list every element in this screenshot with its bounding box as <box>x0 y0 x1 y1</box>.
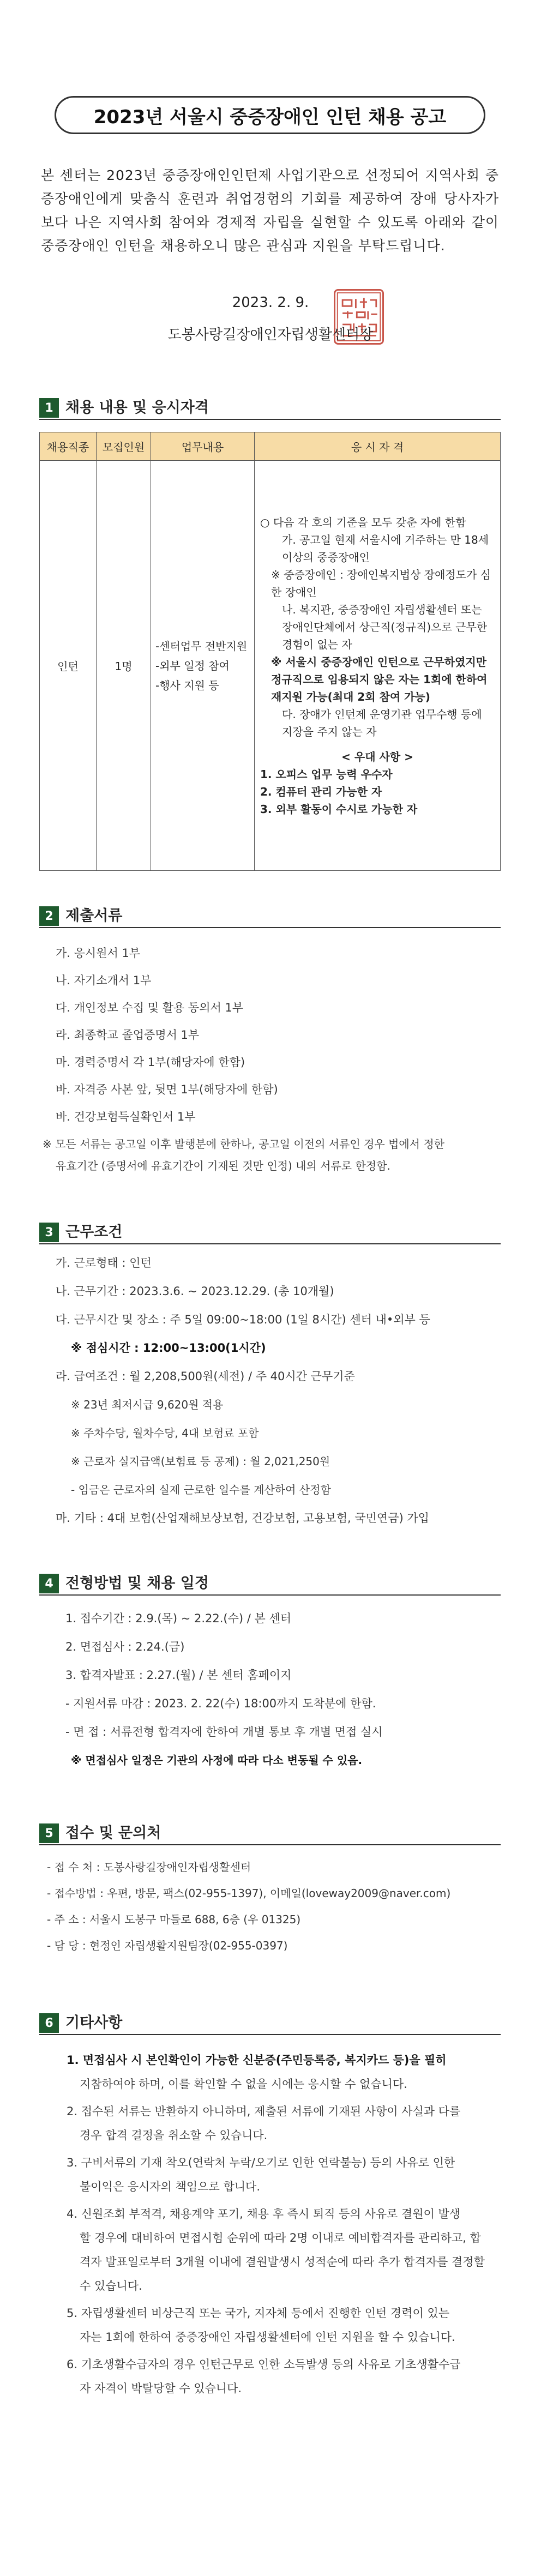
table-header: 업무내용 <box>151 432 255 461</box>
misc-item: 1. 면접심사 시 본인확인이 가능한 신분증(주민등록증, 복지카드 등)을 필히 <box>67 2054 447 2067</box>
work-item: ※ 주차수당, 월차수당, 4대 보험료 포함 <box>71 1427 259 1440</box>
schedule-note: ※ 면접심사 일정은 기관의 사정에 따라 다소 변동될 수 있음. <box>71 1754 363 1767</box>
qual-item: 1. 오피스 업무 능력 우수자 <box>260 767 393 781</box>
section-title: 기타사항 <box>65 2014 123 2031</box>
section-title: 전형방법 및 채용 일정 <box>65 1575 209 1592</box>
work-item: 가. 근로형태 : 인턴 <box>56 1256 152 1269</box>
section-4-header <box>39 1572 501 1593</box>
notice-title: 2023년 서울시 중증장애인 인턴 채용 공고 <box>55 96 485 134</box>
table-header: 모집인원 <box>97 432 151 461</box>
duty-item: -외부 일정 참여 <box>155 659 230 672</box>
section-title: 접수 및 문의처 <box>65 1825 161 1841</box>
misc-item: 6. 기초생활수급자의 경우 인턴근무로 인한 소득발생 등의 사유로 기초생활수급 <box>67 2358 461 2371</box>
section-number: 1 <box>39 398 59 418</box>
qual-item: 2. 컴퓨터 관리 가능한 자 <box>260 785 382 798</box>
recruitment-table <box>39 432 501 871</box>
doc-item: 가. 응시원서 1부 <box>56 947 141 960</box>
contact-item: - 접 수 처 : 도봉사랑길장애인자립생활센터 <box>47 1861 251 1874</box>
work-item: 나. 근무기간 : 2023.3.6. ~ 2023.12.29. (총 10개월) <box>56 1285 334 1298</box>
qual-item: ○ 다음 각 호의 기준을 모두 갖춘 자에 한함 <box>260 515 466 529</box>
misc-item: 격자 발표일로부터 3개월 이내에 결원발생시 성적순에 따라 추가 합격자를 결정할 <box>80 2255 485 2268</box>
duties-cell <box>151 461 255 871</box>
job-type: 인턴 <box>40 461 97 871</box>
qual-item: 가. 공고일 현재 서울시에 거주하는 만 18세 이상의 중증장애인 <box>282 533 489 564</box>
doc-item: 다. 개인정보 수집 및 활용 동의서 1부 <box>56 1001 244 1014</box>
work-item: 마. 기타 : 4대 보험(산업재해보상보험, 건강보험, 고용보험, 국민연금) 가입 <box>56 1512 429 1525</box>
contact-item: - 담 당 : 현정인 자립생활지원팀장(02-955-0397) <box>47 1939 288 1952</box>
section-1-header <box>39 396 501 418</box>
section-number: 2 <box>39 906 59 926</box>
misc-item: 경우 합격 결정을 취소할 수 있습니다. <box>80 2129 268 2142</box>
section-number: 4 <box>39 1574 59 1593</box>
section-title: 근무조건 <box>65 1224 123 1241</box>
doc-item: 나. 자기소개서 1부 <box>56 974 152 987</box>
doc-item: 바. 건강보험득실확인서 1부 <box>56 1110 196 1123</box>
misc-item: 4. 신원조회 부적격, 채용계약 포기, 채용 후 즉시 퇴직 등의 사유로 결원이 발생 <box>67 2207 461 2220</box>
section-title: 채용 내용 및 응시자격 <box>65 399 209 416</box>
contact-item: - 접수방법 : 우편, 방문, 팩스(02-955-1397), 이메일(loveway2009@naver.com) <box>47 1887 451 1900</box>
issuing-organization: 도봉사랑길장애인자립생활센터장 <box>167 327 374 343</box>
docs-note: 유효기간 (증명서에 유효기간이 기재된 것만 인정) 내의 서류로 한정함. <box>56 1159 390 1172</box>
section-title: 제출서류 <box>65 907 123 924</box>
notice-date: 2023. 2. 9. <box>232 294 309 311</box>
section-number: 6 <box>39 2013 59 2033</box>
doc-item: 라. 최종학교 졸업증명서 1부 <box>56 1028 200 1042</box>
work-item: 다. 근무시간 및 장소 : 주 5일 09:00~18:00 (1일 8시간) 센터 내•외부 등 <box>56 1313 430 1326</box>
section-number: 3 <box>39 1223 59 1242</box>
docs-note: ※ 모든 서류는 공고일 이후 발행분에 한하나, 공고일 이전의 서류인 경우 법에서 정한 <box>43 1137 444 1151</box>
doc-item: 바. 자격증 사본 앞, 뒷면 1부(해당자에 한함) <box>56 1083 278 1096</box>
misc-item: 자는 1회에 한하여 중증장애인 자립생활센터에 인턴 지원을 할 수 있습니다. <box>80 2331 455 2344</box>
section-3-header <box>39 1220 501 1242</box>
misc-item: 지참하여야 하며, 이를 확인할 수 없을 시에는 응시할 수 없습니다. <box>80 2078 407 2091</box>
misc-item: 5. 자립생활센터 비상근직 또는 국가, 지자체 등에서 진행한 인턴 경력이 있는 <box>67 2307 450 2320</box>
misc-item: 3. 구비서류의 기재 착오(연락처 누락/오기로 인한 연락불능) 등의 사유로 인한 <box>67 2156 455 2169</box>
intro-paragraph: 본 센터는 2023년 중증장애인인턴제 사업기관으로 선정되어 지역사회 중증장애인에게 맞춤식 훈련과 취업경험의 기회를 제공하여 장애 당사자가 보다 나은 지역사회 참여와 경제적 자립을 실현할 수 있도록 아래와 같이 중증장애인 인턴을 채용하오니 많은 관심과 지원을 부탁드립니다. <box>41 167 499 254</box>
section-2-header <box>39 904 501 926</box>
schedule-item: 2. 면접심사 : 2.24.(금) <box>65 1640 185 1653</box>
section-6-header <box>39 2011 501 2033</box>
preference-heading: < 우대 사항 > <box>341 750 413 763</box>
misc-item: 수 있습니다. <box>80 2279 142 2292</box>
work-item: - 임금은 근로자의 실제 근로한 일수를 계산하여 산정함 <box>71 1483 331 1496</box>
qual-item: 3. 외부 활동이 수시로 가능한 자 <box>260 802 418 816</box>
schedule-item: - 면 접 : 서류전형 합격자에 한하여 개별 통보 후 개별 면접 실시 <box>65 1725 383 1738</box>
misc-item: 자 자격이 박탈당할 수 있습니다. <box>80 2382 242 2395</box>
duty-item: -센터업무 전반지원 <box>155 639 248 653</box>
duty-item: -행사 지원 등 <box>155 678 219 692</box>
table-header: 채용직종 <box>40 432 97 461</box>
qual-item: ※ 서울시 중증장애인 인턴으로 근무하였지만 정규직으로 임용되지 않은 자는 1회에 한하여 재지원 가능(최대 2회 참여 가능) <box>271 655 488 703</box>
section-5-header <box>39 1821 501 1843</box>
work-item: 라. 급여조건 : 월 2,208,500원(세전) / 주 40시간 근무기준 <box>56 1370 355 1383</box>
headcount: 1명 <box>97 461 151 871</box>
qual-item: ※ 중증장애인 : 장애인복지법상 장애정도가 심한 장애인 <box>271 568 491 599</box>
work-item: ※ 근로자 실지급액(보험료 등 공제) : 월 2,021,250원 <box>71 1455 330 1468</box>
contact-item: - 주 소 : 서울시 도봉구 마들로 688, 6층 (우 01325) <box>47 1913 301 1926</box>
work-item: ※ 점심시간 : 12:00~13:00(1시간) <box>71 1341 266 1355</box>
misc-item: 할 경우에 대비하여 면접시험 순위에 따라 2명 이내로 예비합격자를 관리하고, 합 <box>80 2231 481 2244</box>
schedule-item: 3. 합격자발표 : 2.27.(월) / 본 센터 홈페이지 <box>65 1669 292 1682</box>
schedule-item: - 지원서류 마감 : 2023. 2. 22(수) 18:00까지 도착분에 한함. <box>65 1697 376 1710</box>
misc-item: 불이익은 응시자의 책임으로 합니다. <box>80 2180 260 2193</box>
schedule-item: 1. 접수기간 : 2.9.(목) ~ 2.22.(수) / 본 센터 <box>65 1612 292 1625</box>
qualifications-cell <box>255 461 501 871</box>
qual-item: 나. 복지관, 중증장애인 자립생활센터 또는 장애인단체에서 상근직(정규직)으로 근무한 경험이 없는 자 <box>282 603 488 651</box>
misc-item: 2. 접수된 서류는 반환하지 아니하며, 제출된 서류에 기재된 사항이 사실과 다를 <box>67 2105 461 2118</box>
qual-item: 다. 장애가 인턴제 운영기관 업무수행 등에 지장을 주지 않는 자 <box>282 707 482 738</box>
section-number: 5 <box>39 1823 59 1843</box>
work-item: ※ 23년 최저시급 9,620원 적용 <box>71 1398 224 1411</box>
doc-item: 마. 경력증명서 각 1부(해당자에 한함) <box>56 1056 245 1069</box>
table-header: 응 시 자 격 <box>255 432 501 461</box>
